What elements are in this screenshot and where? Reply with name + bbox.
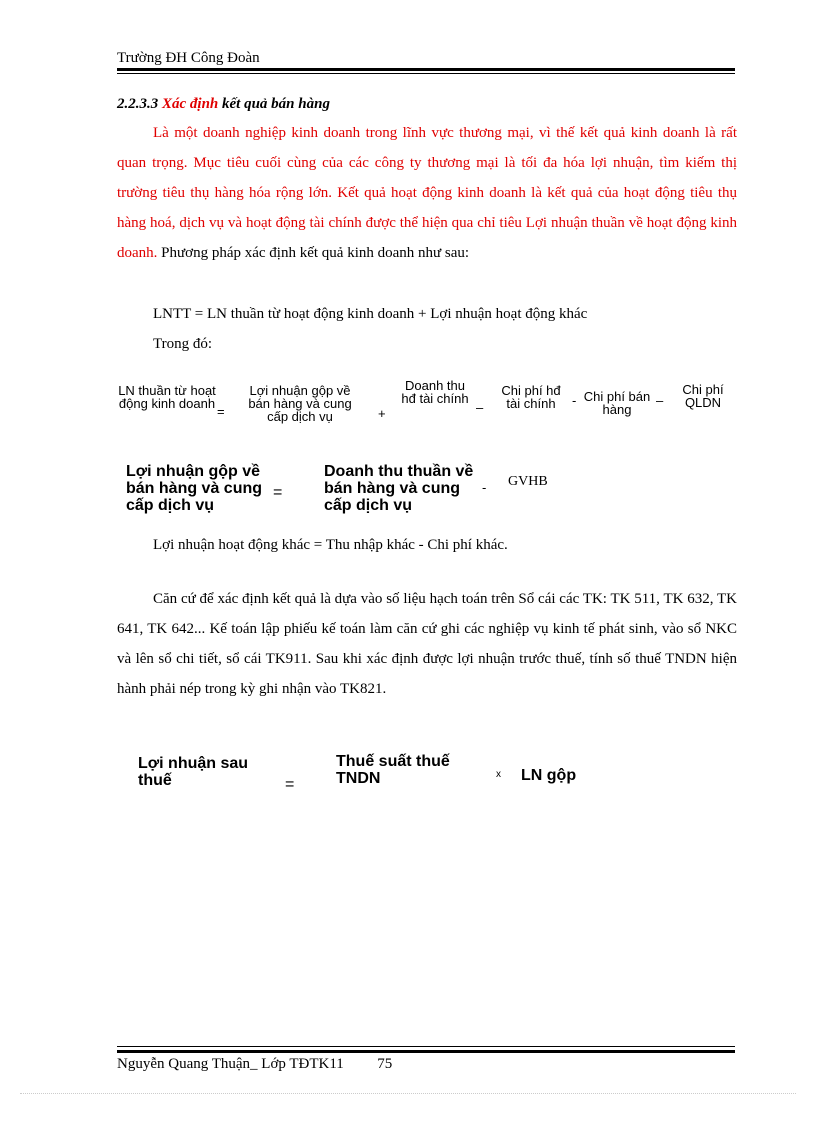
header-rule-thick [117, 68, 735, 71]
section-title [117, 96, 330, 113]
formula-lntt: LNTT = LN thuần từ hoạt động kinh doanh + Lợi nhuận hoạt động khác [153, 306, 588, 322]
paragraph-can-cu [117, 584, 737, 704]
f2-op-minus: - [482, 480, 487, 495]
f1-term-ln-thuan: LN thuần từ hoạt động kinh doanh [118, 383, 216, 411]
f2-term-gvhb: GVHB [508, 474, 548, 489]
f2-term-loi-nhuan-gop: Lợi nhuận gộp về bán hàng và cung cấp dịch vụ [126, 463, 263, 514]
intro-red-text: Là một doanh nghiệp kinh doanh trong lĩnh vực thương mại, vì thế kết quả kinh doanh là rất quan trọng. Mục tiêu cuối cùng của các công ty thương mại là tối đa hóa lợi nhuận, tìm kiếm thị trường tiêu thụ hàng hóa rộng lớn. Kết quả hoạt động kinh doanh là kết quả của hoạt động tiêu thụ hàng hoá, dịch vụ và hoạt động tài chính được thể hiện qua chỉ tiêu Lợi nhuận thuần về hoạt động kinh doanh. [117, 125, 737, 261]
f3-op-times: x [496, 769, 501, 780]
footer-author: Nguyễn Quang Thuận_ Lớp TĐTK11 [117, 1056, 344, 1072]
page-header: Trường ĐH Công Đoàn [117, 50, 260, 66]
f2-op-equals: = [273, 484, 283, 501]
page-footer [117, 1056, 392, 1073]
footer-rule-thick [117, 1050, 735, 1053]
formula-loi-nhuan-khac: Lợi nhuận hoạt động khác = Thu nhập khác - Chi phí khác. [153, 537, 508, 553]
trong-do-label: Trong đó: [153, 336, 213, 352]
footer-rule-thin [117, 1046, 735, 1047]
f1-term-chi-phi-ban-hang: Chi phí bán hàng [583, 390, 651, 417]
f1-op-plus: + [378, 406, 386, 421]
f1-term-doanh-thu-hdtc: Doanh thu hđ tài chính [401, 378, 469, 406]
f1-term-chi-phi-qldn: Chi phí QLDN [682, 382, 724, 410]
header-rule-thin [117, 73, 735, 74]
paragraph-intro [117, 118, 737, 268]
f1-term-loi-nhuan-gop: Lợi nhuận gộp về bán hàng và cung cấp dịch vụ [248, 383, 352, 424]
section-title-red: Xác định [162, 96, 219, 112]
intro-black-text: Phương pháp xác định kết quả kinh doanh như sau: [157, 245, 470, 261]
section-number: 2.2.3.3 [117, 96, 159, 112]
f1-op-minus-1: – [476, 400, 484, 415]
f1-op-equals: = [217, 404, 225, 419]
page-bottom-border [20, 1093, 796, 1094]
f1-op-minus-3: – [656, 393, 664, 408]
f3-term-loi-nhuan-sau-thue: Lợi nhuận sau thuế [138, 755, 249, 789]
footer-page-number: 75 [377, 1056, 393, 1072]
f3-op-equals: = [285, 776, 295, 793]
f3-term-thue-suat: Thuế suất thuế TNDN [336, 753, 450, 787]
f1-term-chi-phi-hdtc: Chi phí hđ tài chính [501, 383, 561, 411]
f2-term-doanh-thu-thuan: Doanh thu thuần về bán hàng và cung cấp dịch vụ [324, 463, 474, 514]
f3-term-ln-gop: LN gộp [521, 767, 577, 784]
can-cu-text: Căn cứ để xác định kết quả là dựa vào số liệu hạch toán trên Sổ cái các TK: TK 511, TK 632, TK 641, TK 642... Kế toán lập phiếu kế toán làm căn cứ ghi các nghiệp vụ kinh tế phát sinh, vào sổ NKC và lên sổ chi tiết, sổ cái TK911. Sau khi xác định được lợi nhuận trước thuế, tính số thuế TNDN hiện hành phải nép trong kỳ ghi nhận vào TK821. [117, 591, 737, 697]
section-title-rest: kết quả bán hàng [222, 96, 330, 112]
f1-op-minus-2: - [572, 393, 577, 408]
